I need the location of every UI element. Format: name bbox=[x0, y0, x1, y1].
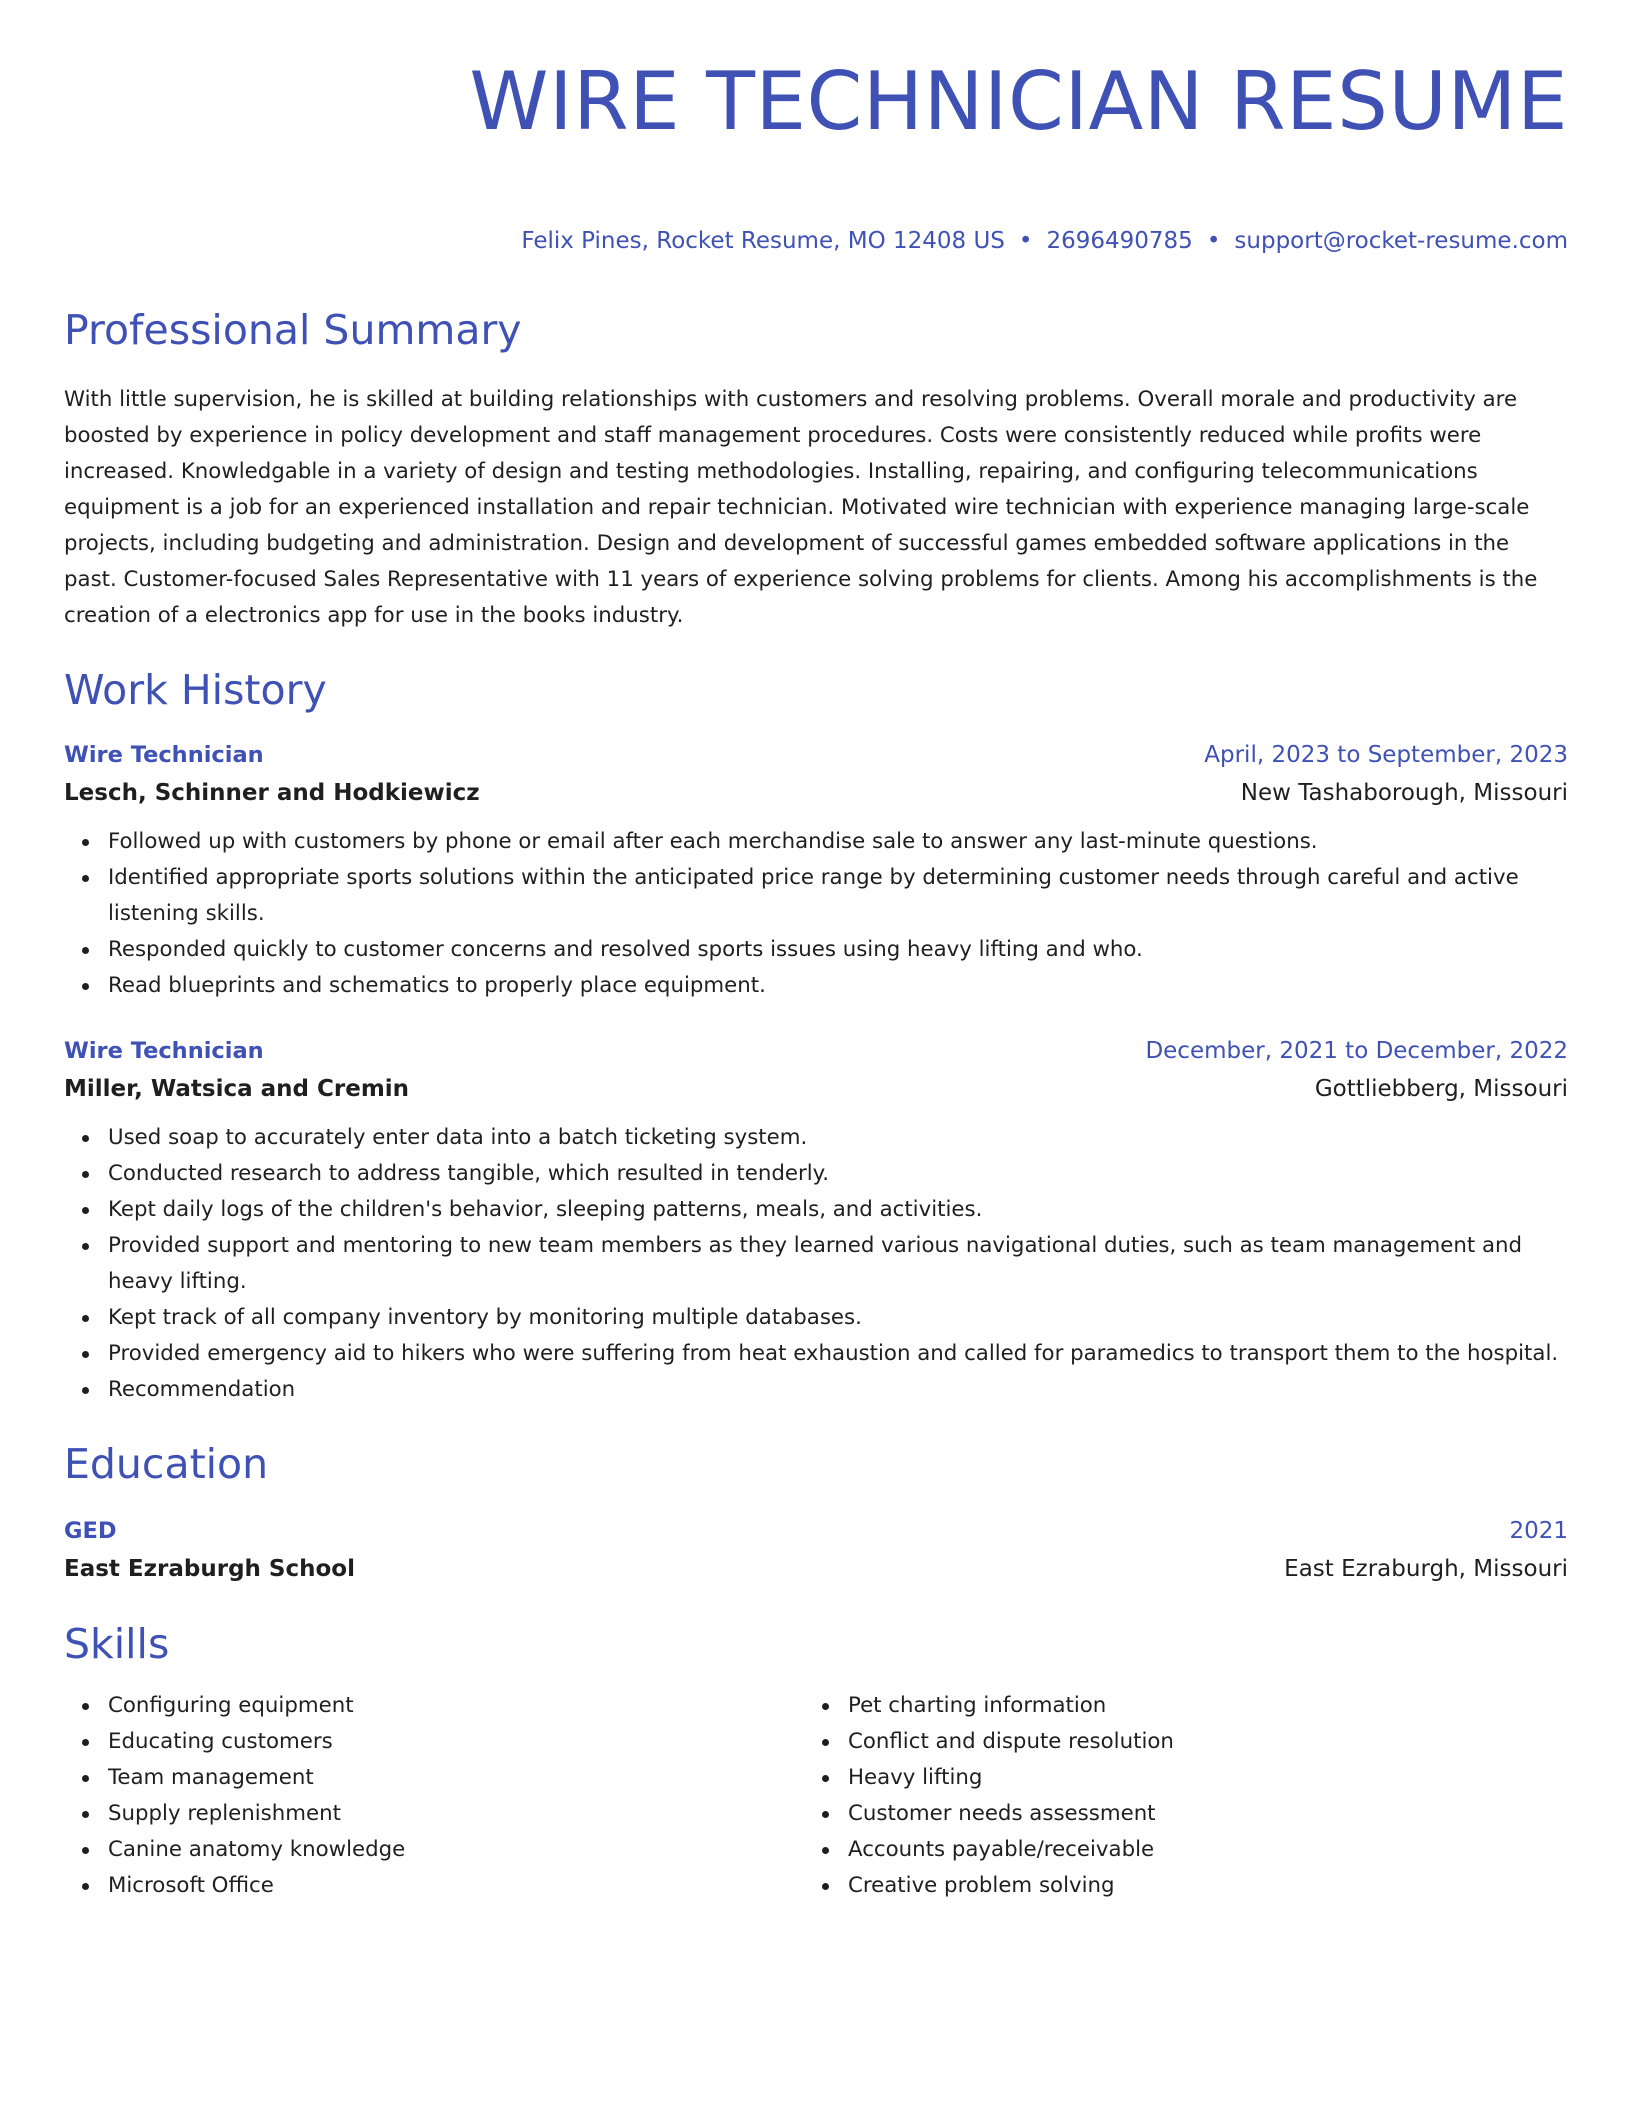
job-employer: Lesch, Schinner and Hodkiewicz bbox=[64, 780, 480, 806]
contact-separator: • bbox=[1206, 228, 1221, 254]
skills-column-right bbox=[804, 1688, 1568, 1904]
education-heading: Education bbox=[64, 1440, 269, 1488]
job-bullet: Responded quickly to customer concerns and resolved sports issues using heavy lifting and who. bbox=[108, 932, 1568, 968]
job-bullet: Followed up with customers by phone or email after each merchandise sale to answer any last-minute questions. bbox=[108, 824, 1568, 860]
education-year: 2021 bbox=[1509, 1518, 1568, 1544]
contact-email: support@rocket-resume.com bbox=[1234, 228, 1568, 254]
work-history-section bbox=[64, 664, 1568, 1408]
skill-item: Canine anatomy knowledge bbox=[108, 1832, 804, 1868]
job-employer-row bbox=[64, 1074, 1568, 1104]
skills-heading: Skills bbox=[64, 1620, 170, 1668]
job-bullet: Provided emergency aid to hikers who were suffering from heat exhaustion and called for paramedics to transport them to the hospital. bbox=[108, 1336, 1568, 1372]
skill-item: Conflict and dispute resolution bbox=[848, 1724, 1568, 1760]
skill-item: Customer needs assessment bbox=[848, 1796, 1568, 1832]
job-employer: Miller, Watsica and Cremin bbox=[64, 1076, 410, 1102]
skill-item: Pet charting information bbox=[848, 1688, 1568, 1724]
skills-list-right bbox=[804, 1688, 1568, 1904]
education-school-row bbox=[64, 1554, 1568, 1584]
job-bullet: Recommendation bbox=[108, 1372, 1568, 1408]
education-degree-row bbox=[64, 1516, 1568, 1546]
skill-item: Team management bbox=[108, 1760, 804, 1796]
education-location: East Ezraburgh, Missouri bbox=[1284, 1556, 1568, 1582]
contact-separator: • bbox=[1018, 228, 1033, 254]
job-bullet: Kept track of all company inventory by monitoring multiple databases. bbox=[108, 1300, 1568, 1336]
education-section bbox=[64, 1438, 1568, 1584]
job-bullet: Identified appropriate sports solutions within the anticipated price range by determining customer needs through careful and active listening skills. bbox=[108, 860, 1568, 932]
resume-title: WIRE TECHNICIAN RESUME bbox=[469, 55, 1568, 148]
job-title: Wire Technician bbox=[64, 1038, 264, 1064]
summary-section bbox=[64, 304, 1568, 634]
job-bullets bbox=[64, 1120, 1568, 1408]
job-bullet: Used soap to accurately enter data into a batch ticketing system. bbox=[108, 1120, 1568, 1156]
job-bullet: Kept daily logs of the children's behavior, sleeping patterns, meals, and activities. bbox=[108, 1192, 1568, 1228]
job-dates: December, 2021 to December, 2022 bbox=[1145, 1038, 1568, 1064]
skill-item: Configuring equipment bbox=[108, 1688, 804, 1724]
job-bullet: Conducted research to address tangible, which resulted in tenderly. bbox=[108, 1156, 1568, 1192]
skills-column-left bbox=[64, 1688, 804, 1904]
skill-item: Supply replenishment bbox=[108, 1796, 804, 1832]
skill-item: Creative problem solving bbox=[848, 1868, 1568, 1904]
job-entry bbox=[64, 740, 1568, 1004]
job-location: Gottliebberg, Missouri bbox=[1314, 1076, 1568, 1102]
skills-columns bbox=[64, 1688, 1568, 1904]
summary-heading: Professional Summary bbox=[64, 306, 522, 354]
education-school: East Ezraburgh School bbox=[64, 1556, 355, 1582]
job-bullet: Provided support and mentoring to new team members as they learned various navigational duties, such as team management and heavy lifting. bbox=[108, 1228, 1568, 1300]
skill-item: Accounts payable/receivable bbox=[848, 1832, 1568, 1868]
resume-header bbox=[64, 52, 1568, 256]
summary-text: With little supervision, he is skilled at building relationships with customers and resolving problems. Overall morale and productivity are boosted by experience in policy development and staff management procedures. Costs were consistently reduced while profits were increased. Knowledgable in a variety of design and testing methodologies. Installing, repairing, and configuring telecommunications equipment is a job for an experienced installation and repair technician. Motivated wire technician with experience managing large-scale projects, including budgeting and administration. Design and development of successful games embedded software applications in the past. Customer-focused Sales Representative with 11 years of experience solving problems for clients. Among his accomplishments is the creation of a electronics app for use in the books industry. bbox=[64, 387, 1538, 628]
skills-section bbox=[64, 1618, 1568, 1904]
education-degree: GED bbox=[64, 1518, 117, 1544]
work-history-heading: Work History bbox=[64, 666, 327, 714]
education-entry bbox=[64, 1516, 1568, 1584]
job-title-row bbox=[64, 1036, 1568, 1066]
job-title-row bbox=[64, 740, 1568, 770]
job-title: Wire Technician bbox=[64, 742, 264, 768]
job-dates: April, 2023 to September, 2023 bbox=[1204, 742, 1568, 768]
contact-phone: 2696490785 bbox=[1046, 228, 1193, 254]
skills-list-left bbox=[64, 1688, 804, 1904]
skill-item: Microsoft Office bbox=[108, 1868, 804, 1904]
job-bullets bbox=[64, 824, 1568, 1004]
contact-address: Felix Pines, Rocket Resume, MO 12408 US bbox=[521, 228, 1005, 254]
contact-line bbox=[64, 226, 1568, 256]
skill-item: Heavy lifting bbox=[848, 1760, 1568, 1796]
skill-item: Educating customers bbox=[108, 1724, 804, 1760]
job-employer-row bbox=[64, 778, 1568, 808]
job-entry bbox=[64, 1036, 1568, 1408]
job-location: New Tashaborough, Missouri bbox=[1240, 780, 1568, 806]
job-bullet: Read blueprints and schematics to properly place equipment. bbox=[108, 968, 1568, 1004]
